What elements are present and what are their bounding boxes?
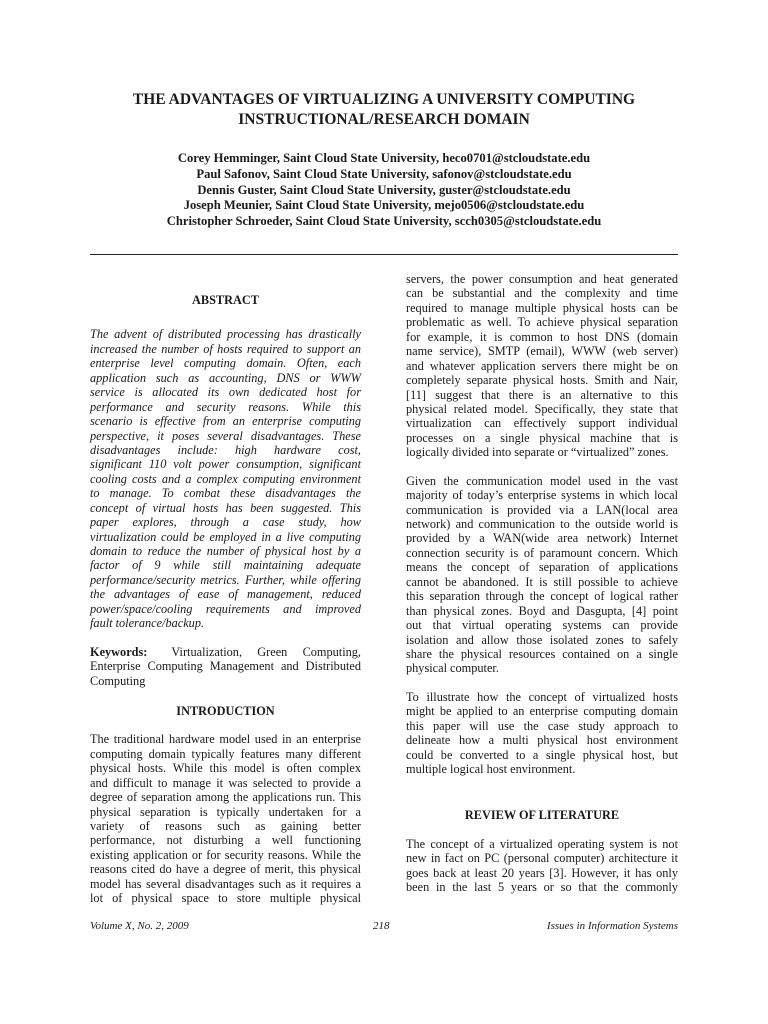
paragraph-line: processes on a single physical machine that is xyxy=(406,430,678,445)
paragraph-line: problematic as well. To achieve physical separation xyxy=(406,315,678,330)
keywords-line-3: Computing xyxy=(90,673,146,688)
paragraph-line: To illustrate how the concept of virtualized hosts xyxy=(406,689,678,704)
abstract-line: power/space/cooling requirements and improved xyxy=(90,601,361,616)
review-line: new in fact on PC (personal computer) architecture it xyxy=(406,851,678,866)
footer-journal: Issues in Information Systems xyxy=(546,920,678,932)
paragraph-line: connection security is of paramount concern. Which xyxy=(406,545,678,560)
abstract-line: cooling costs and a complex computing environment xyxy=(90,471,361,486)
author-line: Corey Hemminger, Saint Cloud State University, heco0701@stcloudstate.edu xyxy=(177,151,591,165)
right-column xyxy=(406,272,678,895)
paragraph-line: Given the communication model used in the vast xyxy=(406,473,678,488)
page-footer xyxy=(90,920,678,936)
paragraph-line: physical related model. Specifically, they state that xyxy=(406,401,678,416)
abstract-body xyxy=(90,327,361,630)
author-line: Paul Safonov, Saint Cloud State University, safonov@stcloudstate.edu xyxy=(196,166,572,181)
paragraph-line: this paper will use the case study approach to xyxy=(406,718,678,733)
author-line: Dennis Guster, Saint Cloud State University, guster@stcloudstate.edu xyxy=(197,182,571,197)
author-list xyxy=(90,151,678,230)
abstract-line: concept of virtual hosts has been suggested. This xyxy=(90,500,361,515)
abstract-heading: ABSTRACT xyxy=(192,293,259,307)
paragraph-line: out that virtual operating systems can provide xyxy=(406,618,678,633)
title-line: INSTRUCTIONAL/RESEARCH DOMAIN xyxy=(238,111,530,128)
abstract-line: performance/security metrics. Further, while offering xyxy=(90,572,361,587)
review-line: goes back at least 20 years [3]. However, it has only xyxy=(406,865,678,880)
introduction-heading: INTRODUCTION xyxy=(176,703,275,718)
paragraph-line: could be converted to a single physical host, but xyxy=(406,747,678,762)
paragraph-line: completely separate physical hosts. Smith and Nair, xyxy=(406,373,678,388)
review-line: The concept of a virtualized operating system is not xyxy=(406,836,678,851)
abstract-line: enterprise level computing domain. Often, each xyxy=(90,356,361,371)
abstract-line: The advent of distributed processing has drastically xyxy=(90,327,361,342)
introduction-line: variety of reasons such as gaining better xyxy=(90,819,361,833)
abstract-line: disadvantages include: high hardware cost, xyxy=(90,442,361,457)
keywords xyxy=(90,645,361,688)
paragraph-line: might be applied to an enterprise computing domain xyxy=(406,704,678,719)
paragraph-line: network) and communication to the outside world is xyxy=(406,517,678,531)
paper-title xyxy=(90,90,678,130)
paragraph-line: and whatever application servers there might be on xyxy=(406,358,678,373)
paragraph-line: multiple logical host environment. xyxy=(406,762,576,776)
paragraph-line: provided by a WAN(wide area network) Internet xyxy=(406,531,678,546)
introduction-line: computing domain typically features many different xyxy=(90,746,361,761)
paragraph-line: physical computer. xyxy=(406,661,499,676)
abstract-line: application such as accounting, DNS or WWW xyxy=(90,370,361,385)
introduction-line: physical hosts. While this model is often complex xyxy=(90,761,361,776)
keywords-first: Virtualization, Green Computing, xyxy=(171,644,361,659)
abstract-line: to manage. To combat these disadvantages the xyxy=(90,486,361,501)
introduction-line: physical separation is typically undertaken for a xyxy=(90,804,361,819)
body-paragraph-3 xyxy=(406,690,678,777)
paragraph-line: delineate how a multi physical host environment xyxy=(406,733,678,748)
abstract-line: fault tolerance/backup. xyxy=(90,616,205,631)
introduction-line: degree of separation among the applications run. This xyxy=(90,790,361,805)
author-line: Joseph Meunier, Saint Cloud State University, mejo0506@stcloudstate.edu xyxy=(183,198,585,213)
paragraph-line: cannot be abandoned. It is still possible to achieve xyxy=(406,574,678,589)
paragraph-line: name service), SMTP (email), WWW (web server) xyxy=(406,344,678,359)
paragraph-line: virtualization can effectively support individual xyxy=(406,416,678,431)
body-paragraph-1 xyxy=(406,272,678,460)
paragraph-line: share the physical resources contained on a single xyxy=(406,646,678,661)
paragraph-line: [11] suggest that there is an alternative to this xyxy=(406,387,678,402)
abstract-line: factor of 9 while still maintaining adequate xyxy=(90,558,361,573)
left-column xyxy=(90,272,361,906)
paragraph-line: can be substantial and the complexity and time xyxy=(406,286,678,301)
introduction-line: and difficult to manage it was selected to provide a xyxy=(90,775,361,790)
paragraph-line: means the concept of separation of applications xyxy=(406,560,678,575)
abstract-line: virtualization could be employed in a live computing xyxy=(90,529,361,544)
introduction-line: lot of physical space to store multiple physical xyxy=(90,891,361,906)
abstract-line: perspective, it poses several disadvantages. These xyxy=(90,428,361,443)
paragraph-line: for example, it is common to host DNS (domain xyxy=(406,329,678,344)
abstract-line: increased the number of hosts required to support an xyxy=(90,341,361,356)
review-heading: REVIEW OF LITERATURE xyxy=(464,808,620,823)
introduction-line: reasons cited do have a degree of merit, this physical xyxy=(90,862,361,877)
body-paragraph-2 xyxy=(406,474,678,676)
keywords-line-2: Enterprise Computing Management and Distributed xyxy=(90,659,361,674)
abstract-line: service is allocated its own dedicated host for xyxy=(90,385,361,400)
footer-volume: Volume X, No. 2, 2009 xyxy=(90,920,189,932)
abstract-line: domain to reduce the number of physical host by a xyxy=(90,544,361,558)
paragraph-line: isolation and allow those isolated zones to safely xyxy=(406,632,678,647)
title-divider xyxy=(90,254,678,255)
paragraph-line: communication is provided via a LAN(local area xyxy=(406,502,678,517)
introduction-line: existing application or for security reasons. While the xyxy=(90,847,361,862)
abstract-line: performance and security reasons. While this xyxy=(90,399,361,414)
paragraph-line: servers, the power consumption and heat generated xyxy=(406,272,678,286)
abstract-line: scenario is effective from an enterprise computing xyxy=(90,414,361,429)
review-body xyxy=(406,837,678,895)
introduction-line: The traditional hardware model used in an enterprise xyxy=(90,732,361,747)
review-line: been in the last 5 years or so that the commonly xyxy=(406,880,678,895)
author-line: Christopher Schroeder, Saint Cloud State University, scch0305@stcloudstate.edu xyxy=(166,214,602,229)
abstract-line: the advantages of ease of management, reduced xyxy=(90,587,361,602)
paragraph-line: this separation through the concept of logical rather xyxy=(406,589,678,604)
title-line: THE ADVANTAGES OF VIRTUALIZING A UNIVERSITY COMPUTING xyxy=(132,91,636,108)
paragraph-line: majority of today’s enterprise systems in which local xyxy=(406,488,678,503)
abstract-line: significant 110 volt power consumption, significant xyxy=(90,457,361,472)
footer-page-number: 218 xyxy=(373,920,390,932)
paragraph-line: logically divided into separate or “virtualized” zones. xyxy=(406,445,669,460)
keywords-line-1 xyxy=(90,645,361,659)
keywords-label: Keywords: xyxy=(90,644,148,659)
introduction-line: performance, not disturbing a well functioning xyxy=(90,833,361,848)
paragraph-line: required to manage multiple physical hosts can be xyxy=(406,300,678,315)
paragraph-line: than physical zones. Boyd and Dasgupta, [4] point xyxy=(406,603,678,618)
abstract-line: paper explores, through a case study, how xyxy=(90,515,361,530)
introduction-line: model has several disadvantages such as it requires a xyxy=(90,876,361,891)
introduction-body xyxy=(90,732,361,905)
